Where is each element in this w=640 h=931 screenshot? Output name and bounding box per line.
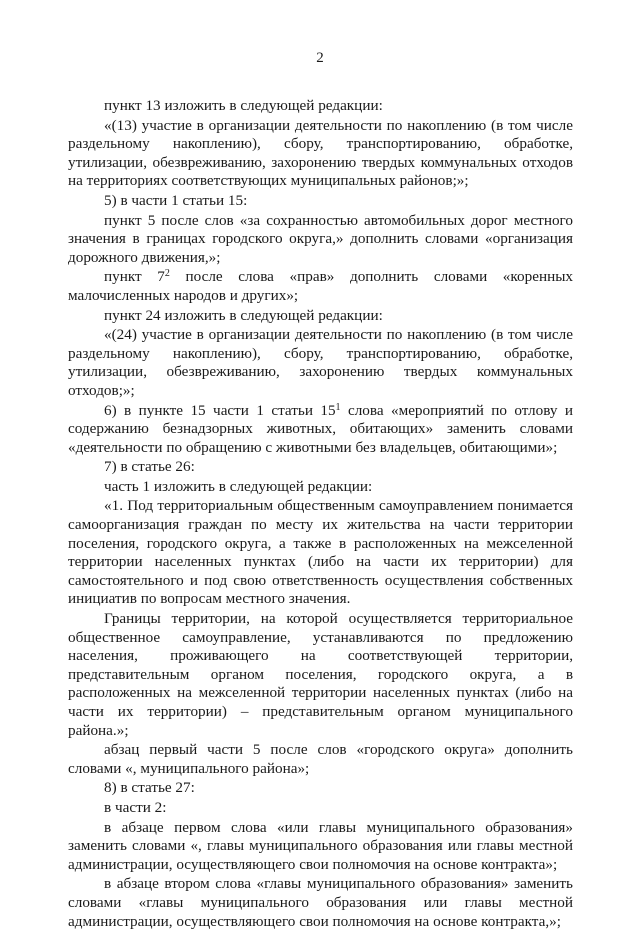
paragraph: «1. Под территориальным общественным самоуправлением понимается самоорганизация граждан по месту их жительства на части территории поселения, городского округа, а также в расположенных на межселенной территории населенных пунктах (либо на части их территории) для самостоятельного и под свою ответственность осуществления собственных инициатив по вопросам местного значения. [68,497,573,608]
paragraph: абзац первый части 5 после слов «городского округа» дополнить словами «, муниципального района»; [68,741,573,777]
paragraph: пункт 13 изложить в следующей редакции: [104,97,383,114]
paragraph [68,402,573,458]
document-body [68,97,573,931]
paragraph: 7) в статье 26: [104,458,195,476]
paragraph [68,268,573,305]
paragraph: в части 2: [104,798,167,816]
superscript: 2 [164,268,170,280]
superscript: 1 [335,401,341,413]
paragraph: «(13) участие в организации деятельности по накоплению (в том числе раздельному накоплению), сбору, транспортированию, обработке, утилизации, обезвреживанию, захоронению твердых коммунальных отходов на территориях соответствующих муниципальных районов;»; [68,116,573,190]
paragraph: в абзаце втором слова «главы муниципального образования» заменить словами «главы муниципального образования или главы местной администрации, осуществляющего свои полномочия на основе контракта,»; [68,875,573,930]
paragraph-text: пункт 7 [104,268,165,286]
paragraph: «(24) участие в организации деятельности по накоплению (в том числе раздельному накоплению), сбору, транспортированию, обработке, утилизации, обезвреживанию, захоронению твердых коммунальных отходов;»; [68,326,573,399]
paragraph-text: после слова «прав» дополнить словами «коренных малочисленных народов и других»; [68,268,573,304]
paragraph: часть 1 изложить в следующей редакции: [104,477,373,495]
paragraph-text: слова «мероприятий по отлову и содержанию безнадзорных животных, обитающих» заменить словами «деятельности по обращению с животными без владельцев, обитающими»; [68,401,573,456]
page-number: 2 [316,50,324,66]
paragraph: 8) в статье 27: [104,779,195,797]
paragraph: пункт 24 изложить в следующей редакции: [104,306,383,324]
paragraph-text: 6) в пункте 15 части 1 статьи 15 [104,401,336,419]
paragraph: Границы территории, на которой осуществляется территориальное общественное самоуправление, устанавливаются по предложению населения, проживающего на соответствующей территории, представительным органом поселения, городского округа, а в расположенных на межселенной территории населенных пунктах (либо на части их территории) – представительным органом муниципального района.»; [68,610,573,739]
paragraph: в абзаце первом слова «или главы муниципального образования» заменить словами «, главы муниципального образования или главы местной администрации, осуществляющего свои полномочия на основе контракта»; [68,818,573,873]
paragraph: 5) в части 1 статьи 15: [104,191,248,209]
paragraph: пункт 5 после слов «за сохранностью автомобильных дорог местного значения в границах городского округа,» дополнить словами «организация дорожного движения,»; [68,211,573,266]
